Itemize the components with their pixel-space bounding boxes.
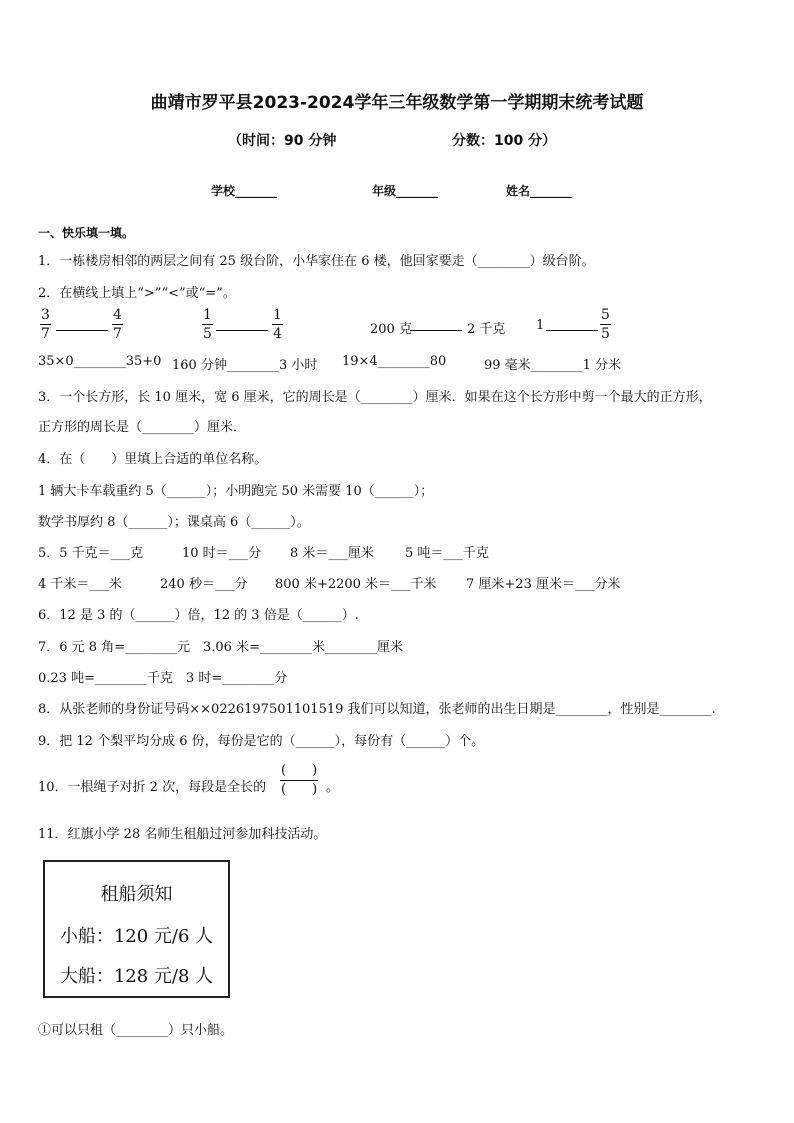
fraction-denominator: 7 — [113, 326, 122, 342]
answer-blank[interactable] — [216, 330, 268, 331]
question-11: 11．红旗小学 28 名师生租船过河参加科技活动。 — [38, 827, 327, 842]
big-boat-price: 大船：128 元/8 人 — [59, 966, 214, 987]
fraction — [600, 306, 611, 343]
conversion-item: 5．5 千克＝___克 — [38, 546, 144, 561]
question-8: 8．从张老师的身份证号码××0226197501101519 我们可以知道，张老师的出生日期是________，性别是________. — [38, 702, 716, 717]
grade-field: 年级_______ — [372, 184, 439, 198]
fraction-numerator: ( ) — [280, 762, 318, 781]
fraction-numerator: 5 — [601, 307, 610, 323]
fraction-denominator: 7 — [41, 326, 50, 342]
question-11-part-1: ①可以只租（________）只小船。 — [38, 1023, 234, 1038]
fraction — [272, 306, 283, 343]
conversion-item: 10 时＝___分 — [182, 546, 262, 561]
compare-item: 99 毫米________1 分米 — [484, 358, 622, 373]
compare-item: 19×4________80 — [342, 354, 447, 369]
conversion-item: 4 千米＝___米 — [38, 577, 122, 592]
answer-blank[interactable] — [56, 330, 108, 331]
question-3-cont: 正方形的周长是（________）厘米． — [38, 420, 247, 435]
notice-title: 租船须知 — [100, 884, 173, 905]
compare-item: 35×0________35+0 — [38, 354, 162, 369]
conversion-item: 5 吨＝___千克 — [405, 546, 489, 561]
exam-time: （时间：90 分钟 — [228, 133, 337, 149]
question-2: 2．在横线上填上“>”“<”或“=”。 — [38, 286, 236, 301]
conversion-item: 8 米＝___厘米 — [290, 546, 374, 561]
question-7-part: 3.06 米=________米________厘米 — [203, 640, 403, 655]
fraction-numerator: 1 — [273, 307, 282, 323]
fraction — [40, 306, 51, 343]
fraction-numerator: 4 — [113, 307, 122, 323]
fraction-denominator: 4 — [273, 326, 282, 342]
question-9: 9．把 12 个梨平均分成 6 份，每份是它的（______），每份有（______）个。 — [38, 734, 485, 749]
conversion-item: 800 米+2200 米＝___千米 — [275, 577, 437, 592]
compare-item: 160 分钟________3 小时 — [172, 358, 318, 373]
question-6: 6．12 是 3 的（______）倍，12 的 3 倍是（______）. — [38, 608, 359, 623]
question-1: 1．一栋楼房相邻的两层之间有 25 级台阶，小华家住在 6 楼，他回家要走（________）级台阶。 — [38, 254, 595, 269]
exam-score: 分数：100 分） — [452, 133, 557, 149]
answer-fraction[interactable] — [280, 762, 318, 799]
fraction-denominator: 5 — [601, 326, 610, 342]
question-7-part: 3 时=________分 — [186, 671, 288, 686]
fraction-numerator: 3 — [41, 307, 50, 323]
conversion-item: 240 秒＝___分 — [160, 577, 248, 592]
compare-left: 200 克 — [370, 322, 412, 337]
question-3: 3．一个长方形，长 10 厘米，宽 6 厘米，它的周长是（________）厘米．如果在这个长方形中剪一个最大的正方形， — [38, 390, 712, 405]
question-7-part: 0.23 吨=________千克 — [38, 671, 173, 686]
compare-right: 2 千克 — [467, 322, 506, 337]
question-4-line3: 数学书厚约 8（______）；课桌高 6（______）。 — [38, 515, 310, 530]
school-field: 学校_______ — [211, 184, 278, 198]
section-heading: 一、快乐填一填。 — [38, 226, 135, 240]
conversion-item: 7 厘米+23 厘米＝___分米 — [466, 577, 621, 592]
fraction — [202, 306, 213, 343]
question-4-line2: 1 辆大卡车载重约 5（______）；小明跑完 50 米需要 10（______）； — [38, 484, 434, 499]
answer-blank[interactable] — [546, 330, 598, 331]
compare-left: 1 — [536, 318, 545, 333]
question-4: 4．在（ ）里填上合适的单位名称。 — [38, 452, 268, 467]
fraction-numerator: 1 — [203, 307, 212, 323]
answer-blank[interactable] — [410, 330, 462, 331]
fraction-denominator: 5 — [203, 326, 212, 342]
fraction-denominator: ( ) — [281, 782, 318, 797]
small-boat-price: 小船：120 元/6 人 — [59, 926, 214, 947]
fraction — [112, 306, 123, 343]
question-10: 10．一根绳子对折 2 次，每段是全长的 — [38, 780, 267, 795]
question-7: 7．6 元 8 角=________元 — [38, 640, 191, 655]
rental-notice-box — [43, 860, 230, 998]
question-10-end: 。 — [326, 780, 340, 795]
name-field: 姓名_______ — [506, 184, 573, 198]
page-title: 曲靖市罗平县2023-2024学年三年级数学第一学期期末统考试题 — [150, 93, 644, 113]
